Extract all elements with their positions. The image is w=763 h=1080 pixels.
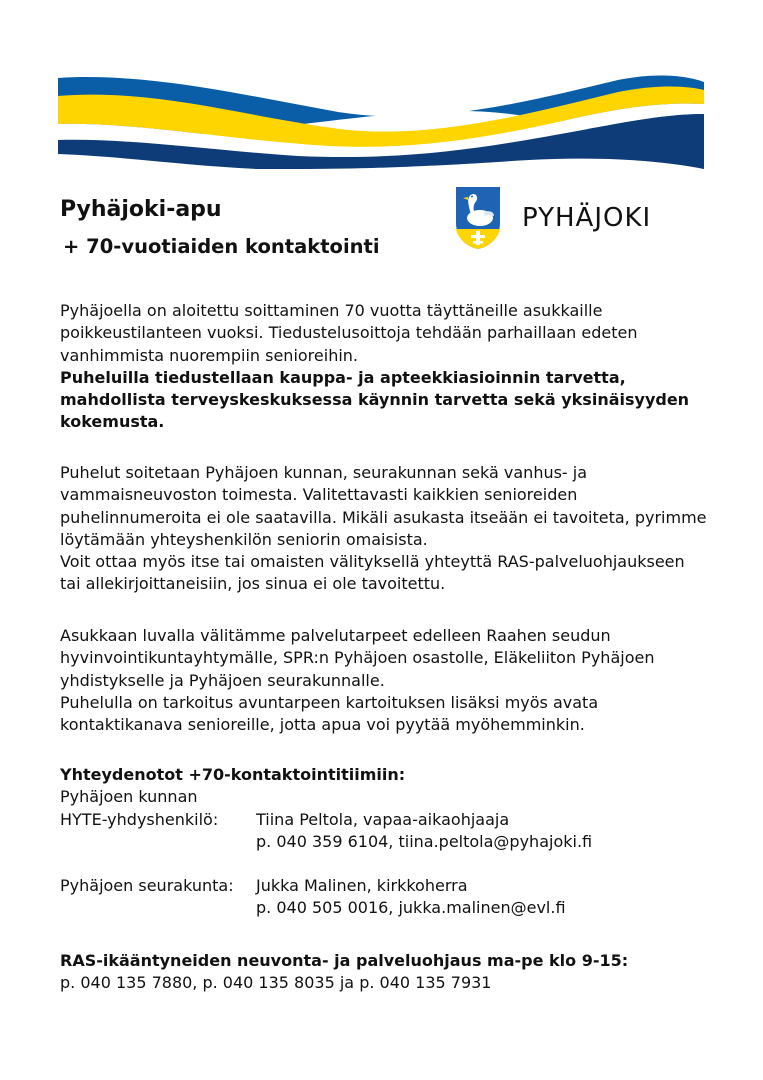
intro-paragraph — [60, 300, 710, 434]
logo-text: PYHÄJOKI — [522, 203, 652, 233]
hyte-name: Tiina Peltola, vapaa-aikaohjaaja — [256, 809, 510, 829]
purpose-text: Puhelulla on tarkoitus avuntarpeen kartoituksen lisäksi myös avata kontaktikanava senioreille, jotta apua voi pyytää myöhemminkin. — [60, 692, 599, 735]
parish-label: Pyhäjoen seurakunta: — [60, 876, 234, 896]
parish-name: Jukka Malinen, kirkkoherra — [256, 876, 468, 896]
page-title: Pyhäjoki-apu — [60, 197, 222, 222]
ras-heading: RAS-ikääntyneiden neuvonta- ja palveluohjaus ma-pe klo 9-15: — [60, 951, 629, 970]
services-text: Asukkaan luvalla välitämme palvelutarpeet edelleen Raahen seudun hyvinvointikuntayhtymälle, SPR:n Pyhäjoen osastolle, Eläkeliiton Pyhäjoen yhdistykselle ja Pyhäjoen seurakunnalle. — [60, 626, 655, 690]
coat-of-arms-icon — [454, 185, 502, 251]
contacts-section — [60, 764, 710, 920]
hyte-contact-row — [60, 809, 710, 854]
page-subtitle: + 70-vuotiaiden kontaktointi — [63, 235, 380, 258]
ras-phones: p. 040 135 7880, p. 040 135 8035 ja p. 040 135 7931 — [60, 973, 492, 993]
parish-contact-info: p. 040 505 0016, jukka.malinen@evl.fi — [256, 898, 566, 918]
calls-text: Puhelut soitetaan Pyhäjoen kunnan, seurakunnan sekä vanhus- ja vammaisneuvoston toimesta. Valitettavasti kaikkien senioreiden puhelinnumeroita ei ole saatavilla. Mikäli asukasta itseään ei tavoiteta, pyrimme löytämään yhteyshenkilön seniorin omaisista. — [60, 463, 707, 549]
contacts-heading: Yhteydenotot +70-kontaktointitiimiin: — [60, 765, 406, 784]
contact-instructions-text: Voit ottaa myös itse tai omaisten välityksellä yhteyttä RAS-palveluohjaukseen tai allekirjoittaneisiin, jos sinua ei ole tavoitettu. — [60, 552, 685, 594]
intro-bold-text: Puheluilla tiedustellaan kauppa- ja apteekkiasioinnin tarvetta, mahdollista terveyskeskuksessa käynnin tarvetta sekä yksinäisyyden kokemusta. — [60, 367, 690, 432]
intro-text: Pyhäjoella on aloitettu soittaminen 70 vuotta täyttäneille asukkaille poikkeustilanteen vuoksi. Tiedustelusoittoja tehdään parhaillaan edeten vanhimmista nuorempiin senioreihin. — [60, 301, 638, 365]
municipality-logo — [454, 185, 651, 251]
header-wave-banner — [58, 74, 704, 169]
ras-section — [60, 950, 710, 995]
services-paragraph — [60, 625, 710, 736]
hyte-label: HYTE-yhdyshenkilö: — [60, 809, 219, 829]
hyte-contact-info: p. 040 359 6104, tiina.peltola@pyhajoki.fi — [256, 831, 593, 851]
parish-contact-row — [60, 875, 710, 920]
municipality-line: Pyhäjoen kunnan — [60, 787, 198, 807]
calls-paragraph — [60, 462, 710, 596]
